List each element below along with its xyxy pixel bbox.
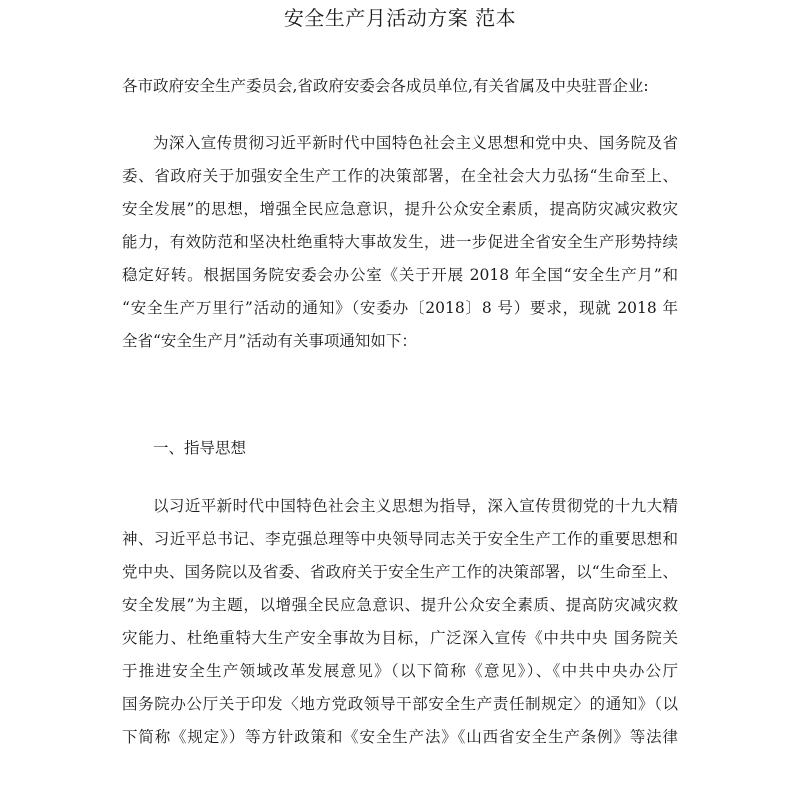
paragraph-line: 安全发展”的思想，增强全民应急意识，提升公众安全素质，提高防灾减灾救灾 xyxy=(122,200,678,218)
paragraph-line: 神、习近平总书记、李克强总理等中央领导同志关于安全生产工作的重要思想和 xyxy=(122,530,678,548)
document-title: 安全生产月活动方案 范本 xyxy=(283,6,517,30)
paragraph-line: 安全发展”为主题，以增强全民应急意识、提升公众安全素质、提高防灾减灾救 xyxy=(122,596,678,614)
paragraph-line: 党中央、国务院以及省委、省政府关于安全生产工作的决策部署，以“生命至上、 xyxy=(122,563,678,581)
paragraph-intro xyxy=(122,127,678,358)
paragraph-line: 全省“安全生产月”活动有关事项通知如下： xyxy=(122,332,417,350)
paragraph-line: 委、省政府关于加强安全生产工作的决策部署，在全社会大力弘扬“生命至上、 xyxy=(122,167,678,185)
paragraph-line: “安全生产万里行”活动的通知》（安委办〔2018〕8 号）要求，现就 2018 年 xyxy=(122,299,678,317)
salutation: 各市政府安全生产委员会,省政府安委会各成员单位,有关省属及中央驻晋企业: xyxy=(122,77,649,95)
paragraph-line: 国务院办公厅关于印发〈地方党政领导干部安全生产责任制规定〉的通知》（以 xyxy=(122,695,678,713)
section-heading: 一、指导思想 xyxy=(153,439,247,457)
paragraph-line: 能力，有效防范和坚决杜绝重特大事故发生，进一步促进全省安全生产形势持续 xyxy=(122,233,678,251)
paragraph-line: 于推进安全生产领域改革发展意见》（以下简称《意见》）、《中共中央办公厅 xyxy=(122,662,678,680)
paragraph-line: 灾能力、杜绝重特大生产安全事故为目标，广泛深入宣传《中共中央 国务院关 xyxy=(122,629,678,647)
paragraph-line: 下简称《规定》）等方针政策和《安全生产法》《山西省安全生产条例》等法律 xyxy=(122,728,678,746)
paragraph-line: 为深入宣传贯彻习近平新时代中国特色社会主义思想和党中央、国务院及省 xyxy=(153,134,678,152)
paragraph-line: 以习近平新时代中国特色社会主义思想为指导，深入宣传贯彻党的十九大精 xyxy=(153,497,678,515)
paragraph-line: 稳定好转。根据国务院安委会办公室《关于开展 2018 年全国“安全生产月”和 xyxy=(122,266,678,284)
paragraph-guiding-thought xyxy=(122,490,678,754)
